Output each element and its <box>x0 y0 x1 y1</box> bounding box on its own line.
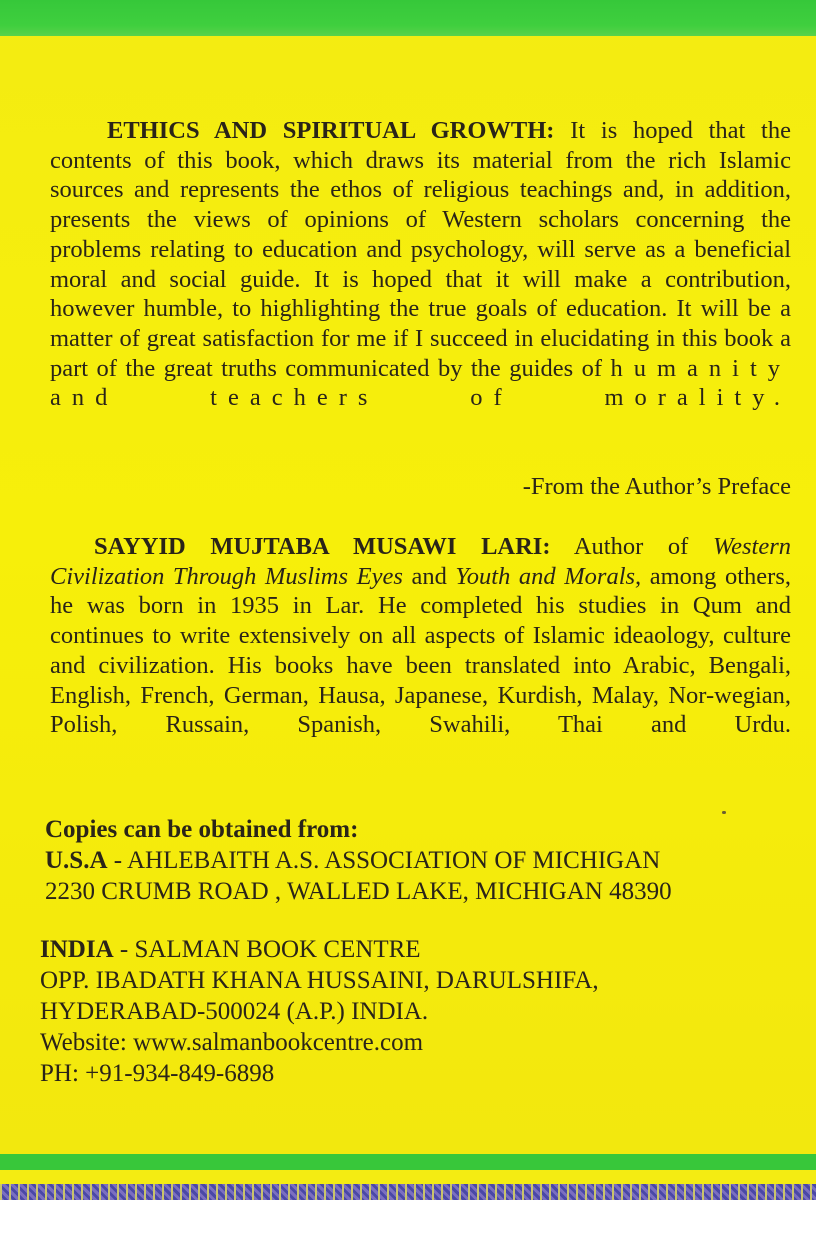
copies-section <box>45 814 672 907</box>
india-address-line-1: OPP. IBADATH KHANA HUSSAINI, DARULSHIFA, <box>40 967 599 994</box>
book-title-western-civilization: Western Civilization Through Muslims Eyes <box>50 533 791 590</box>
author-bio <box>50 532 791 740</box>
author-heading: SAYYID MUJTABA MUSAWI LARI: <box>94 533 551 560</box>
india-label: INDIA <box>40 936 114 963</box>
author-bio-text-1: Author of <box>573 533 689 560</box>
india-website: Website: www.salmanbookcentre.com <box>40 1029 424 1056</box>
bottom-green-band <box>0 1154 816 1170</box>
author-bio-text-3: among others, he was born in 1935 in Lar. He completed his studies in Qum and continues to write extensively on all aspects of Islamic ideaology, culture and civilization. His books have been translated into Arabic, Bengali, English, French, German, Hausa, Japanese, Kurdish, Malay, Nor-wegian, Polish, Russain, Spanish, Swahili, Thai and Urdu. <box>50 562 791 739</box>
india-distributor <box>40 934 599 965</box>
decorative-border <box>0 1184 816 1200</box>
usa-name: - AHLEBAITH A.S. ASSOCIATION OF MICHIGAN <box>107 847 661 874</box>
blurb-last-line: humanity and teachers of morality. <box>50 354 791 412</box>
book-blurb <box>50 116 791 413</box>
blurb-attribution: -From the Author’s Preface <box>522 473 791 500</box>
india-phone: PH: +91-934-849-6898 <box>40 1060 275 1087</box>
blurb-body: It is hoped that the contents of this book, which draws its material from the rich Islamic sources and represents the ethos of religious teachings and, in addition, presents the views of opinions of Western scholars concerning the problems relating to education and psychology, will serve as a beneficial moral and social guide. It is hoped that it will make a contribution, however humble, to highlighting the true goals of education. It will be a matter of great satisfaction for me if I succeed in elucidating in this book a part of the great truths communicated by the guides of <box>50 117 791 382</box>
book-title-youth-and-morals: Youth and Morals, <box>455 562 642 590</box>
bottom-yellow-strip <box>0 1170 816 1184</box>
print-speck <box>722 811 726 814</box>
page-margin <box>0 1200 816 1236</box>
india-address-line-2: HYDERABAD-500024 (A.P.) INDIA. <box>40 998 429 1025</box>
top-green-band <box>0 0 816 36</box>
usa-address: 2230 CRUMB ROAD , WALLED LAKE, MICHIGAN 48390 <box>45 878 672 905</box>
usa-label: U.S.A <box>45 847 108 874</box>
india-section <box>40 934 599 1089</box>
copies-title: Copies can be obtained from: <box>45 816 359 843</box>
author-bio-text-2: and <box>411 562 447 590</box>
blurb-heading: ETHICS AND SPIRITUAL GROWTH: <box>107 117 555 144</box>
usa-distributor <box>45 845 672 876</box>
india-name: - SALMAN BOOK CENTRE <box>113 936 421 963</box>
